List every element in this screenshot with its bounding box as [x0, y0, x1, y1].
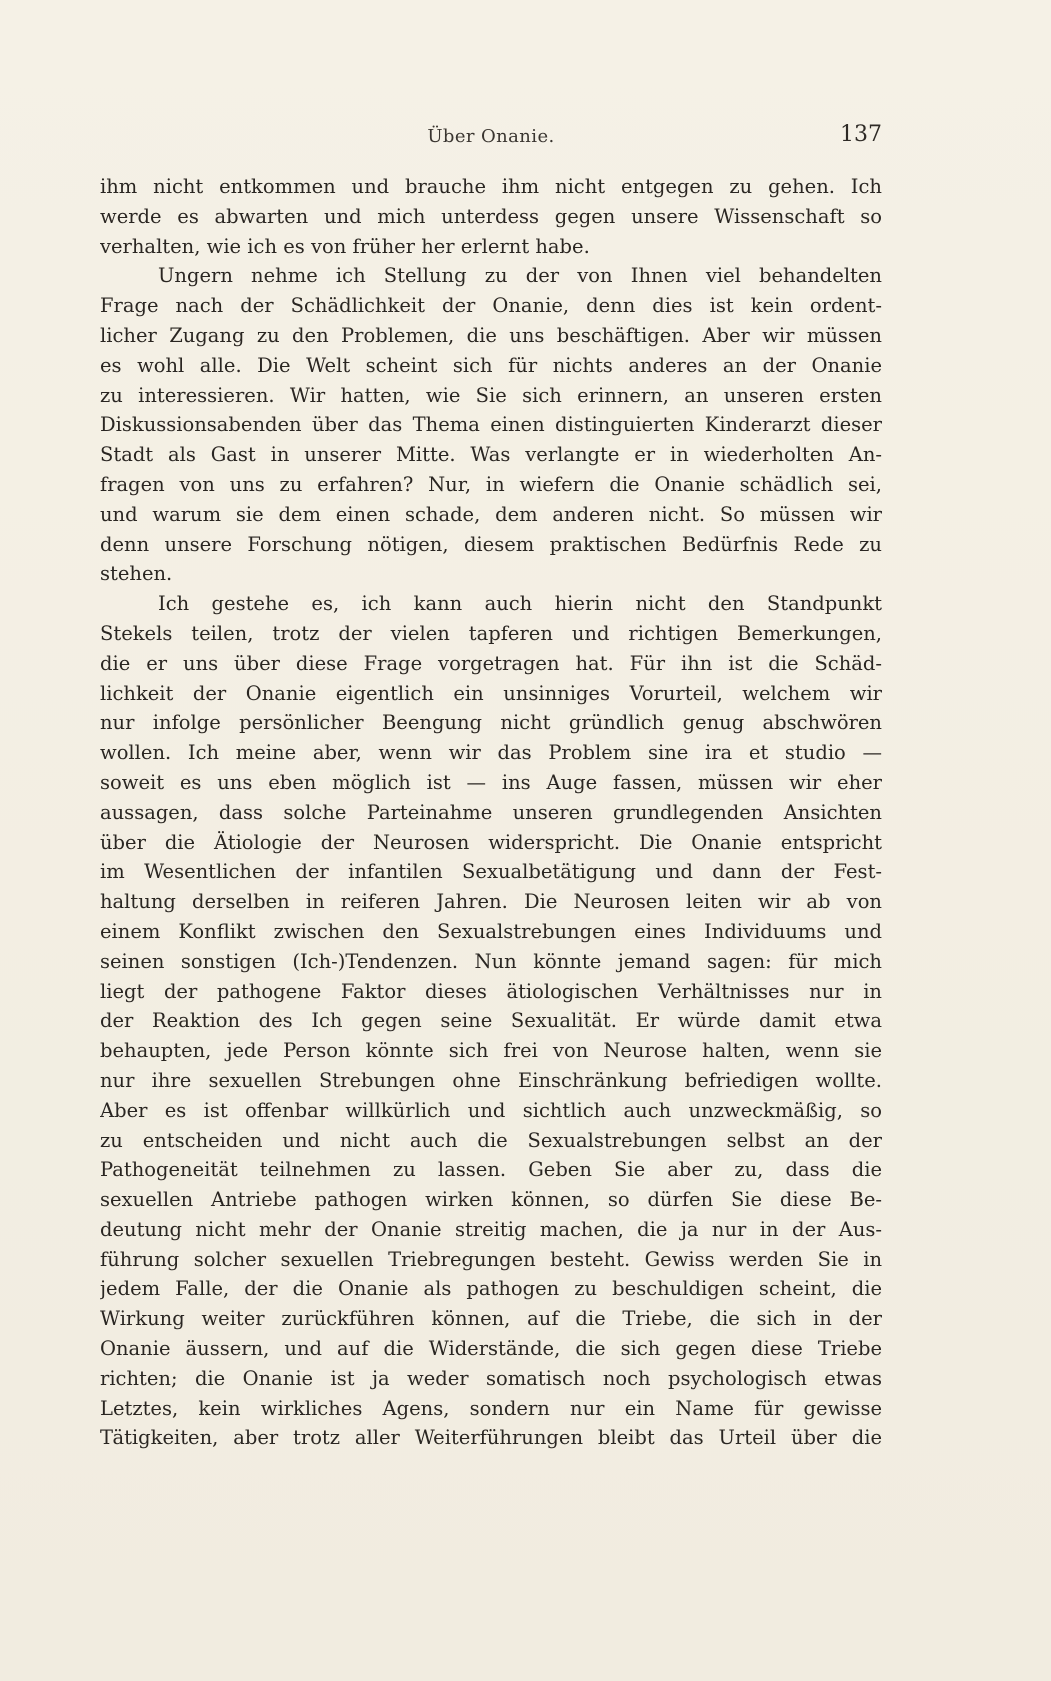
text-line: führung solcher sexuellen Triebregungen besteht. Gewiss werden Sie in [100, 1247, 882, 1271]
text-line: Diskussionsabenden über das Thema einen distinguierten Kinderarzt dieser [100, 413, 882, 437]
text-line: lichkeit der Onanie eigentlich ein unsinniges Vorurteil, welchem wir [100, 681, 882, 705]
text-line: aussagen, dass solche Parteinahme unseren grundlegenden Ansichten [100, 800, 882, 824]
text-line: einem Konflikt zwischen den Sexualstrebungen eines Individuums und [100, 919, 882, 943]
text-line: zu interessieren. Wir hatten, wie Sie sich erinnern, an unseren ersten [100, 383, 882, 407]
page-header [100, 122, 882, 152]
text-line: haltung derselben in reiferen Jahren. Die Neurosen leiten wir ab von [100, 890, 882, 914]
text-line: ihm nicht entkommen und brauche ihm nicht entgegen zu gehen. Ich [100, 175, 882, 198]
text-line: behaupten, jede Person könnte sich frei von Neurose halten, wenn sie [100, 1039, 882, 1063]
text-line: Wirkung weiter zurückführen können, auf die Triebe, die sich in der [100, 1307, 882, 1331]
text-line: die er uns über diese Frage vorgetragen hat. Für ihn ist die Schäd- [100, 651, 882, 675]
text-line: verhalten, wie ich es von früher her erlernt habe. [100, 234, 590, 258]
text-line: es wohl alle. Die Welt scheint sich für nichts anderes an der Onanie [100, 353, 882, 377]
text-line: über die Ätiologie der Neurosen widerspricht. Die Onanie entspricht [100, 830, 882, 854]
text-line: licher Zugang zu den Problemen, die uns beschäftigen. Aber wir müssen [100, 323, 882, 347]
text-line: Stadt als Gast in unserer Mitte. Was verlangte er in wiederholten An- [100, 443, 882, 467]
text-line: seinen sonstigen (Ich-)Tendenzen. Nun könnte jemand sagen: für mich [100, 949, 882, 973]
text-line: Ich gestehe es, ich kann auch hierin nicht den Standpunkt [158, 592, 882, 616]
text-line: Pathogeneität teilnehmen zu lassen. Geben Sie aber zu, dass die [100, 1158, 882, 1182]
page-number: 137 [840, 122, 882, 147]
text-line: soweit es uns eben möglich ist — ins Auge fassen, müssen wir eher [100, 770, 882, 794]
text-line: Onanie äussern, und auf die Widerstände, die sich gegen diese Triebe [100, 1337, 882, 1361]
text-line: liegt der pathogene Faktor dieses ätiologischen Verhältnisses nur in [100, 979, 882, 1003]
text-line: fragen von uns zu erfahren? Nur, in wiefern die Onanie schädlich sei, [100, 472, 882, 496]
text-line: denn unsere Forschung nötigen, diesem praktischen Bedürfnis Rede zu [100, 532, 882, 556]
text-line: wollen. Ich meine aber, wenn wir das Problem sine ira et studio — [100, 741, 882, 765]
text-line: werde es abwarten und mich unterdess gegen unsere Wissenschaft so [100, 204, 882, 228]
text-line: Letztes, kein wirkliches Agens, sondern nur ein Name für gewisse [100, 1396, 882, 1420]
text-line: jedem Falle, der die Onanie als pathogen zu beschuldigen scheint, die [100, 1277, 882, 1301]
text-line: der Reaktion des Ich gegen seine Sexualität. Er würde damit etwa [100, 1009, 882, 1033]
text-line: Aber es ist offenbar willkürlich und sichtlich auch unzweckmäßig, so [100, 1098, 882, 1122]
text-line: Tätigkeiten, aber trotz aller Weiterführungen bleibt das Urteil über die [100, 1426, 882, 1450]
body-text [100, 172, 882, 1453]
text-line: richten; die Onanie ist ja weder somatisch noch psychologisch etwas [100, 1366, 882, 1390]
text-line: zu entscheiden und nicht auch die Sexualstrebungen selbst an der [100, 1128, 882, 1152]
text-line: Ungern nehme ich Stellung zu der von Ihnen viel behandelten [158, 264, 882, 288]
text-line: im Wesentlichen der infantilen Sexualbetätigung und dann der Fest- [100, 860, 882, 884]
text-line: nur ihre sexuellen Strebungen ohne Einschränkung befriedigen wollte. [100, 1068, 882, 1092]
text-line: und warum sie dem einen schade, dem anderen nicht. So müssen wir [100, 502, 882, 526]
text-line: Frage nach der Schädlichkeit der Onanie, denn dies ist kein ordent- [100, 294, 882, 318]
text-line: deutung nicht mehr der Onanie streitig machen, die ja nur in der Aus- [100, 1217, 882, 1241]
running-title: Über Onanie. [427, 126, 555, 147]
text-line: sexuellen Antriebe pathogen wirken können, so dürfen Sie diese Be- [100, 1188, 882, 1212]
text-line: stehen. [100, 562, 173, 586]
text-line: Stekels teilen, trotz der vielen tapferen und richtigen Bemerkungen, [100, 621, 882, 645]
text-line: nur infolge persönlicher Beengung nicht gründlich genug abschwören [100, 711, 882, 735]
